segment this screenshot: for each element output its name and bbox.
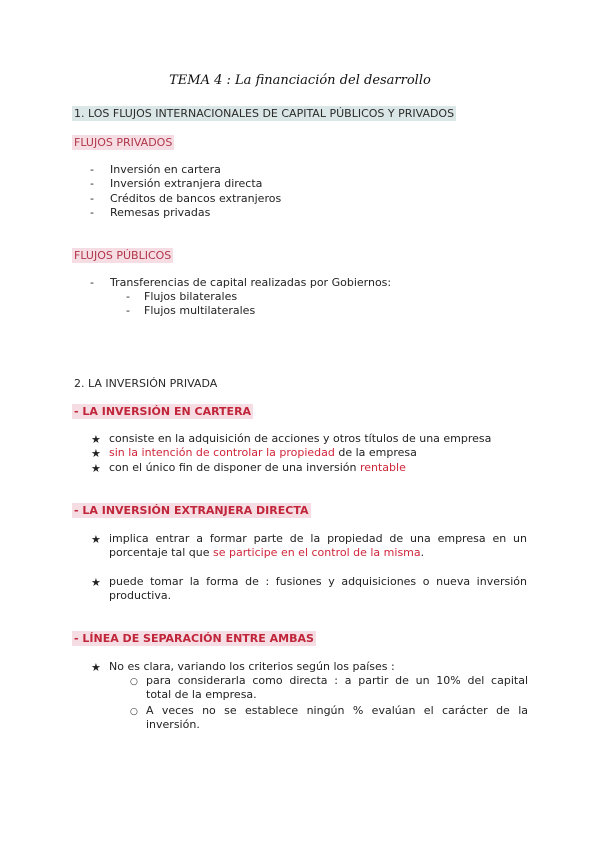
cartera-bullet-2 (109, 446, 417, 460)
star-bullet-icon: ★ (91, 661, 101, 674)
bullet-line: productiva. (109, 589, 172, 603)
star-bullet-icon: ★ (91, 462, 101, 475)
list-item: - Inversión extranjera directa (90, 177, 281, 191)
directa-heading: - LA INVERSIÓN EXTRANJERA DIRECTA (74, 504, 309, 517)
highlight-text: se participe en el control de la misma (212, 546, 421, 560)
flujos-privados-heading: FLUJOS PRIVADOS (74, 136, 173, 149)
circle-bullet-icon: ○ (130, 707, 138, 717)
flujos-publicos-list (90, 276, 391, 290)
cartera-bullet-3 (109, 461, 406, 475)
cartera-bullet-1: consiste en la adquisición de acciones y otros títulos de una empresa (109, 432, 492, 445)
bullet-line: A veces no se establece ningún % evalúan el carácter de la (146, 704, 528, 717)
star-bullet-icon: ★ (91, 533, 101, 546)
highlight-text: rentable (359, 461, 406, 474)
list-item: - Transferencias de capital realizadas por Gobiernos: (90, 276, 391, 290)
list-item: - Remesas privadas (90, 206, 281, 220)
list-item: - Créditos de bancos extranjeros (90, 192, 281, 206)
section-1-heading: 1. LOS FLUJOS INTERNACIONALES DE CAPITAL PÚBLICOS Y PRIVADOS (74, 107, 455, 120)
circle-bullet-icon: ○ (130, 677, 138, 687)
linea-subbullet-1 (146, 674, 528, 703)
bullet-line: para considerarla como directa : a partir de un 10% del capital (146, 674, 528, 687)
bullet-line: puede tomar la forma de : fusiones y adquisiciones o nueva inversión (109, 575, 527, 588)
list-item: - Inversión en cartera (90, 163, 281, 177)
page-title: TEMA 4 : La financiación del desarrollo (169, 73, 431, 88)
cartera-heading: - LA INVERSIÓN EN CARTERA (74, 405, 252, 418)
bullet-text: con el único fin de disponer de una inversión (109, 461, 360, 474)
star-bullet-icon: ★ (91, 447, 101, 460)
section-2-heading: 2. LA INVERSIÓN PRIVADA (74, 377, 218, 390)
flujos-privados-list (90, 163, 281, 221)
bullet-line: implica entrar a formar parte de la propiedad de una empresa en un (109, 532, 527, 545)
highlight-text: sin la intención de controlar la propiedad (109, 446, 335, 459)
directa-bullet-1 (109, 532, 527, 561)
bullet-line (109, 546, 527, 560)
linea-heading: - LÍNEA DE SEPARACIÓN ENTRE AMBAS (74, 632, 314, 645)
bullet-line: inversión. (146, 718, 200, 732)
star-bullet-icon: ★ (91, 433, 101, 446)
star-bullet-icon: ★ (91, 576, 101, 589)
bullet-text: . (420, 546, 425, 560)
flujos-publicos-sublist (126, 290, 255, 319)
bullet-text: de la empresa (334, 446, 417, 459)
list-item: - Flujos multilaterales (126, 304, 255, 318)
linea-subbullet-2 (146, 704, 528, 733)
list-item: - Flujos bilaterales (126, 290, 255, 304)
bullet-line: total de la empresa. (146, 688, 257, 702)
flujos-publicos-heading: FLUJOS PÚBLICOS (74, 249, 172, 262)
bullet-text: porcentaje tal que (109, 546, 213, 560)
linea-bullet-1: No es clara, variando los criterios según los países : (109, 660, 395, 673)
directa-bullet-2 (109, 575, 527, 604)
